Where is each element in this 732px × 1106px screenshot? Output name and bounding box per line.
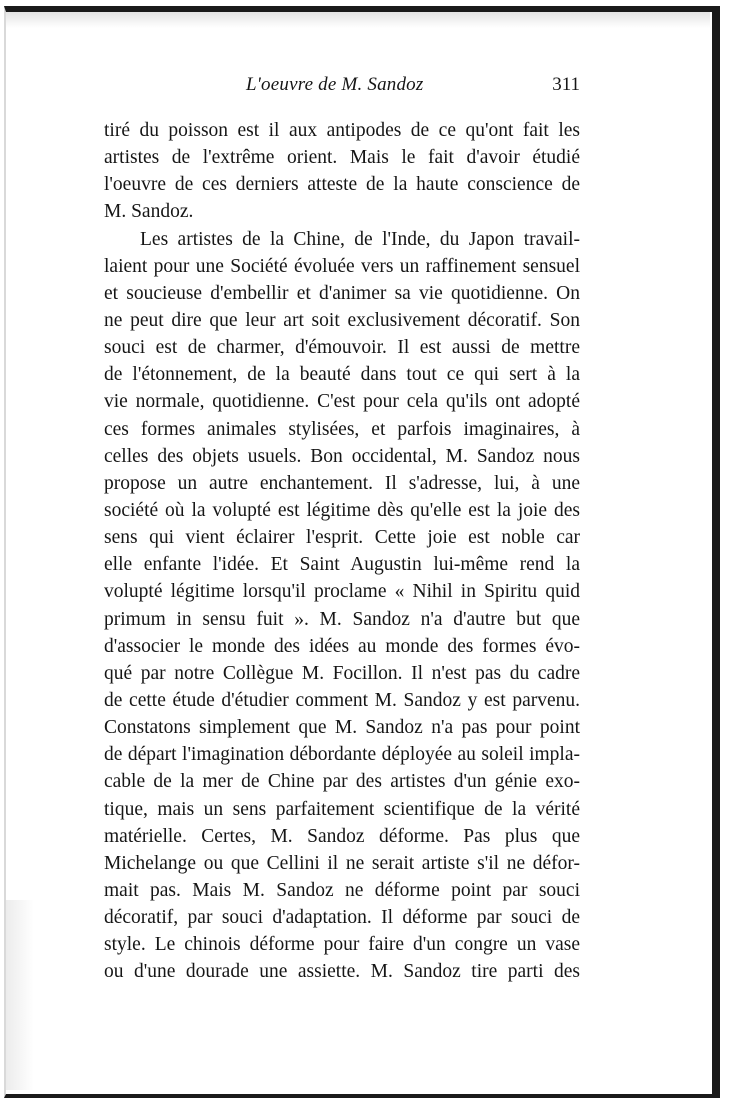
text-line: style. Le chinois déforme pour faire d'un congre un vase <box>104 934 580 956</box>
running-title: L'oeuvre de M. Sandoz <box>246 74 424 95</box>
text-line: l'oeuvre de ces derniers atteste de la haute conscience de <box>104 174 580 196</box>
text-line: et soucieuse d'embellir et d'animer sa vie quotidienne. On <box>104 282 580 304</box>
text-line: Les artistes de la Chine, de l'Inde, du Japon travail- <box>140 228 580 250</box>
body-text <box>104 117 580 986</box>
text-line: ne peut dire que leur art soit exclusivement décoratif. Son <box>104 309 580 331</box>
running-header <box>104 74 580 102</box>
text-line: société où la volupté est légitime dès qu'elle est la joie des <box>104 499 580 521</box>
text-line: vie normale, quotidienne. C'est pour cela qu'ils ont adopté <box>104 391 580 413</box>
text-line: volupté légitime lorsqu'il proclame « Nihil in Spiritu quid <box>104 581 580 603</box>
text-line: d'associer le monde des idées au monde des formes évo- <box>104 635 580 657</box>
text-line: artistes de l'extrême orient. Mais le fait d'avoir étudié <box>104 147 580 169</box>
text-line: Michelange ou que Cellini il ne serait artiste s'il ne défor- <box>104 852 580 874</box>
text-line: matérielle. Certes, M. Sandoz déforme. Pas plus que <box>104 825 580 847</box>
text-line: sens qui vient éclairer l'esprit. Cette joie est noble car <box>104 527 580 549</box>
text-line: ces formes animales stylisées, et parfois imaginaires, à <box>104 418 580 440</box>
text-line: ou d'une dourade une assiette. M. Sandoz tire parti des <box>104 961 580 983</box>
text-line: laient pour une Société évoluée vers un raffinement sensuel <box>104 255 580 277</box>
text-line: de cette étude d'étudier comment M. Sandoz y est parvenu. <box>104 689 580 711</box>
text-line: primum in sensu fuit ». M. Sandoz n'a d'autre but que <box>104 608 580 630</box>
text-line: souci est de charmer, d'émouvoir. Il est aussi de mettre <box>104 337 580 359</box>
text-line: M. Sandoz. <box>104 201 194 223</box>
text-line: tique, mais un sens parfaitement scientifique de la vérité <box>104 798 580 820</box>
text-line: propose un autre enchantement. Il s'adresse, lui, à une <box>104 472 580 494</box>
text-line: elle enfante l'idée. Et Saint Augustin lui-même rend la <box>104 554 580 576</box>
text-line: celles des objets usuels. Bon occidental, M. Sandoz nous <box>104 445 580 467</box>
text-line: cable de la mer de Chine par des artistes d'un génie exo- <box>104 771 580 793</box>
text-line: tiré du poisson est il aux antipodes de ce qu'ont fait les <box>104 120 580 141</box>
text-line: mait pas. Mais M. Sandoz ne déforme point par souci <box>104 879 580 901</box>
text-line: décoratif, par souci d'adaptation. Il déforme par souci de <box>104 907 580 929</box>
text-line: de l'étonnement, de la beauté dans tout ce qui sert à la <box>104 364 580 386</box>
page-number: 311 <box>552 74 580 95</box>
text-line: Constatons simplement que M. Sandoz n'a pas pour point <box>104 717 580 739</box>
scan-shadow-top <box>6 12 710 28</box>
text-line: de départ l'imagination débordante déployée au soleil impla- <box>104 744 580 766</box>
scan-shadow-left <box>6 900 34 1090</box>
text-line: qué par notre Collègue M. Focillon. Il n'est pas du cadre <box>104 662 580 684</box>
